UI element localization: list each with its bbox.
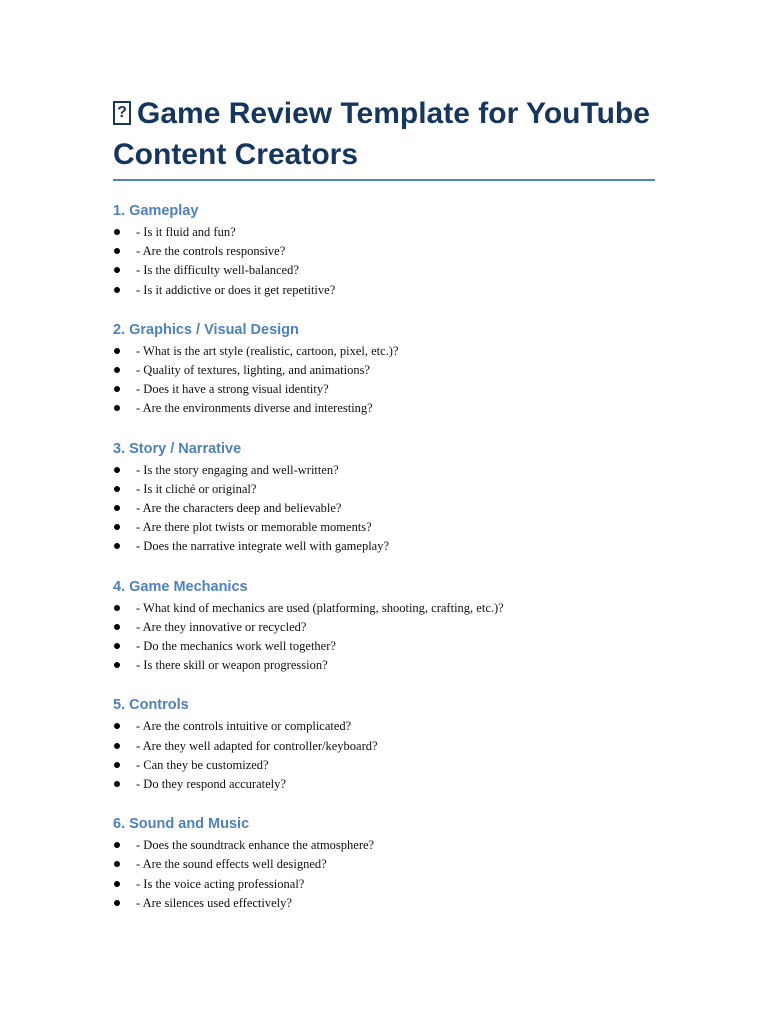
list-item <box>113 836 655 855</box>
list-item <box>113 599 655 618</box>
list-item-text: - Are the sound effects well designed? <box>136 857 327 872</box>
bullet-icon <box>114 662 120 668</box>
list-item <box>113 737 655 756</box>
list-item <box>113 637 655 656</box>
list-item-text: - Are they innovative or recycled? <box>136 619 307 634</box>
bullet-icon <box>114 605 120 611</box>
list-item-text: - What is the art style (realistic, cartoon, pixel, etc.)? <box>136 343 399 358</box>
list-item-text: - Are the environments diverse and interesting? <box>136 401 373 416</box>
bullet-list <box>113 461 655 557</box>
bullet-icon <box>114 743 120 749</box>
section-story <box>113 439 655 557</box>
section-heading: 5. Controls <box>113 697 189 714</box>
list-item-text: - Is it addictive or does it get repetitive? <box>136 282 336 297</box>
bullet-list <box>113 717 655 794</box>
list-item-text: - Are there plot twists or memorable moments? <box>136 520 372 535</box>
list-item-text: - Does it have a strong visual identity? <box>136 382 329 397</box>
bullet-icon <box>114 248 120 254</box>
bullet-icon <box>114 781 120 787</box>
bullet-icon <box>114 524 120 530</box>
section-heading: 2. Graphics / Visual Design <box>113 321 299 338</box>
bullet-icon <box>114 405 120 411</box>
bullet-icon <box>114 861 120 867</box>
section-sound-and-music <box>113 814 655 913</box>
list-item-text: - Is the story engaging and well-written? <box>136 462 339 477</box>
missing-glyph-icon <box>113 101 131 125</box>
list-item-text: - Does the narrative integrate well with gameplay? <box>136 539 390 554</box>
list-item <box>113 618 655 637</box>
list-item-text: - Is it fluid and fun? <box>136 225 236 239</box>
bullet-list <box>113 223 655 300</box>
list-item <box>113 461 655 480</box>
bullet-icon <box>114 881 120 887</box>
bullet-icon <box>114 505 120 511</box>
list-item <box>113 281 655 300</box>
bullet-icon <box>114 386 120 392</box>
list-item <box>113 361 655 380</box>
list-item-text: - Do they respond accurately? <box>136 777 286 792</box>
list-item-text: - Does the soundtrack enhance the atmosphere? <box>136 838 375 853</box>
list-item <box>113 518 655 537</box>
bullet-list <box>113 342 655 419</box>
document-page <box>113 93 655 913</box>
section-graphics <box>113 320 655 419</box>
list-item-text: - Are the characters deep and believable? <box>136 501 342 516</box>
document-title-text: Game Review Template for YouTube Content Creators <box>113 97 650 171</box>
bullet-list <box>113 836 655 913</box>
bullet-icon <box>114 643 120 649</box>
list-item-text: - Are the controls responsive? <box>136 244 286 259</box>
section-controls <box>113 695 655 794</box>
list-item-text: - Are they well adapted for controller/keyboard? <box>136 738 378 753</box>
section-gameplay <box>113 201 655 300</box>
bullet-icon <box>114 624 120 630</box>
bullet-list <box>113 599 655 676</box>
list-item-text: - Is it cliché or original? <box>136 481 257 496</box>
list-item <box>113 261 655 280</box>
list-item <box>113 242 655 261</box>
bullet-icon <box>114 287 120 293</box>
list-item <box>113 380 655 399</box>
list-item-text: - Is the voice acting professional? <box>136 876 305 891</box>
list-item <box>113 756 655 775</box>
bullet-icon <box>114 229 120 235</box>
bullet-icon <box>114 900 120 906</box>
list-item-text: - Do the mechanics work well together? <box>136 639 336 654</box>
bullet-icon <box>114 467 120 473</box>
bullet-icon <box>114 367 120 373</box>
section-heading: 4. Game Mechanics <box>113 578 248 595</box>
bullet-icon <box>114 543 120 549</box>
document-title <box>113 93 655 181</box>
list-item <box>113 480 655 499</box>
list-item <box>113 656 655 675</box>
list-item-text: - Is the difficulty well-balanced? <box>136 263 299 278</box>
list-item <box>113 717 655 736</box>
bullet-icon <box>114 762 120 768</box>
list-item-text: - What kind of mechanics are used (platforming, shooting, crafting, etc.)? <box>136 600 504 615</box>
list-item-text: - Can they be customized? <box>136 757 269 772</box>
list-item-text: - Are the controls intuitive or complicated? <box>136 719 352 734</box>
bullet-icon <box>114 267 120 273</box>
list-item <box>113 342 655 361</box>
bullet-icon <box>114 348 120 354</box>
section-heading: 1. Gameplay <box>113 203 199 219</box>
list-item <box>113 537 655 556</box>
list-item <box>113 223 655 242</box>
section-game-mechanics <box>113 577 655 676</box>
list-item-text: - Quality of textures, lighting, and animations? <box>136 363 370 378</box>
list-item-text: - Are silences used effectively? <box>136 895 292 910</box>
list-item <box>113 855 655 874</box>
bullet-icon <box>114 842 120 848</box>
list-item <box>113 875 655 894</box>
list-item <box>113 399 655 418</box>
section-heading: 3. Story / Narrative <box>113 440 242 457</box>
list-item <box>113 499 655 518</box>
list-item <box>113 894 655 913</box>
list-item-text: - Is there skill or weapon progression? <box>136 658 328 673</box>
section-heading: 6. Sound and Music <box>113 816 250 833</box>
bullet-icon <box>114 486 120 492</box>
list-item <box>113 775 655 794</box>
bullet-icon <box>114 723 120 729</box>
